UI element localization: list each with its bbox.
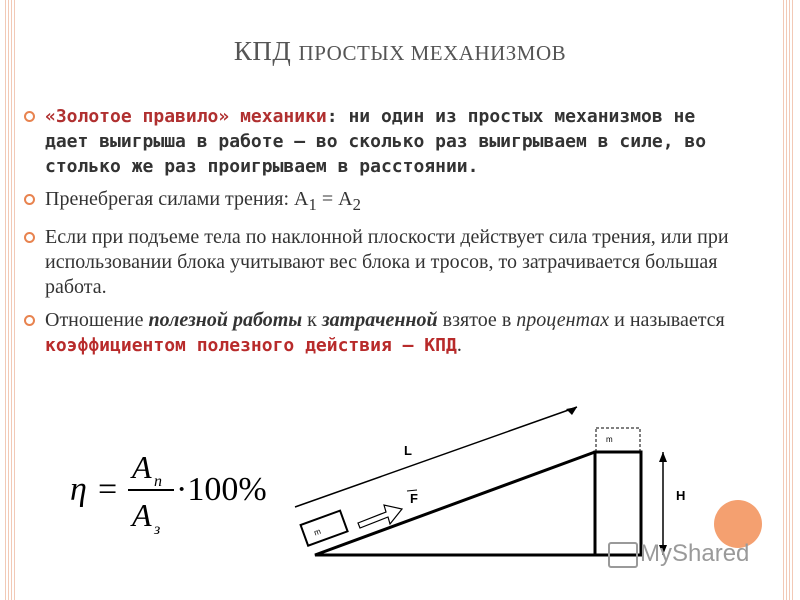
eff-useful-work: полезной работы: [148, 309, 303, 331]
watermark-text: MyShared: [640, 540, 750, 567]
incline-block: [595, 452, 641, 555]
height-arrow-top: [659, 452, 667, 462]
inclined-plane-diagram: [290, 395, 700, 575]
bullet-efficiency: [20, 308, 740, 358]
formula-numerator: A: [132, 449, 152, 485]
label-mass-top: m: [606, 435, 613, 444]
eff-spent-work: затраченной: [321, 309, 438, 331]
formula-denominator: A: [132, 497, 152, 533]
incline-triangle: [312, 452, 641, 555]
formula-denominator-sub: з: [154, 521, 161, 538]
golden-rule-text: : ни один из простых механизмов не дает выигрыша в работе – во сколько раз выигрываем в силе, во столько же раз проигрываем в расстоянии.: [45, 106, 707, 177]
mass-block: [301, 511, 348, 546]
no-friction-text: Пренебрегая силами трения: А: [45, 188, 309, 210]
bullet-marker-icon: [24, 315, 35, 326]
eff-p7: и называется: [609, 309, 725, 331]
bullet-marker-icon: [24, 111, 35, 122]
golden-rule-quote: «Золотое правило» механики: [45, 106, 327, 127]
title-main: КПД: [233, 36, 299, 66]
length-dimension-line: [295, 407, 577, 507]
title-rest: ПРОСТЫХ МЕХАНИЗМОВ: [298, 41, 567, 65]
bullet-marker-icon: [24, 232, 35, 243]
left-border-decoration: [5, 0, 17, 600]
bullet-golden-rule: [20, 104, 740, 179]
right-border-decoration: [783, 0, 795, 600]
eff-p1: Отношение: [45, 309, 149, 331]
formula-numerator-sub: п: [154, 473, 162, 490]
label-L: L: [404, 443, 412, 458]
eff-p5: взятое в: [437, 309, 517, 331]
watermark-logo-icon: [608, 542, 638, 568]
slide-title: [0, 36, 800, 67]
bullet-friction: [20, 225, 740, 300]
label-F: F: [410, 491, 418, 506]
eff-p3: к: [302, 309, 322, 331]
eff-percent: процентах: [516, 309, 610, 331]
formula-equals: =: [98, 471, 118, 508]
eff-kpd-term: коэффициентом полезного действия – КПД: [45, 335, 457, 356]
mass-on-slope: [301, 511, 348, 546]
mass-at-top: [596, 428, 640, 451]
friction-text: Если при подъеме тела по наклонной плоскости действует сила трения, или при использовании блока учитывают вес блока и тросов, то затрачивается большая работа.: [45, 226, 729, 298]
equals-text: = А: [316, 188, 353, 210]
bullet-marker-icon: [24, 194, 35, 205]
formula-times-100: ·100%: [176, 471, 267, 508]
subscript-1: 1: [308, 195, 317, 214]
label-mass-bottom: m: [312, 526, 323, 538]
label-H: H: [676, 488, 686, 503]
eff-p9: .: [456, 334, 462, 356]
subscript-2: 2: [352, 195, 361, 214]
formula-eta: η: [70, 471, 87, 508]
efficiency-formula: [70, 440, 290, 540]
bullet-list: [20, 104, 740, 366]
bullet-no-friction: [20, 187, 740, 217]
